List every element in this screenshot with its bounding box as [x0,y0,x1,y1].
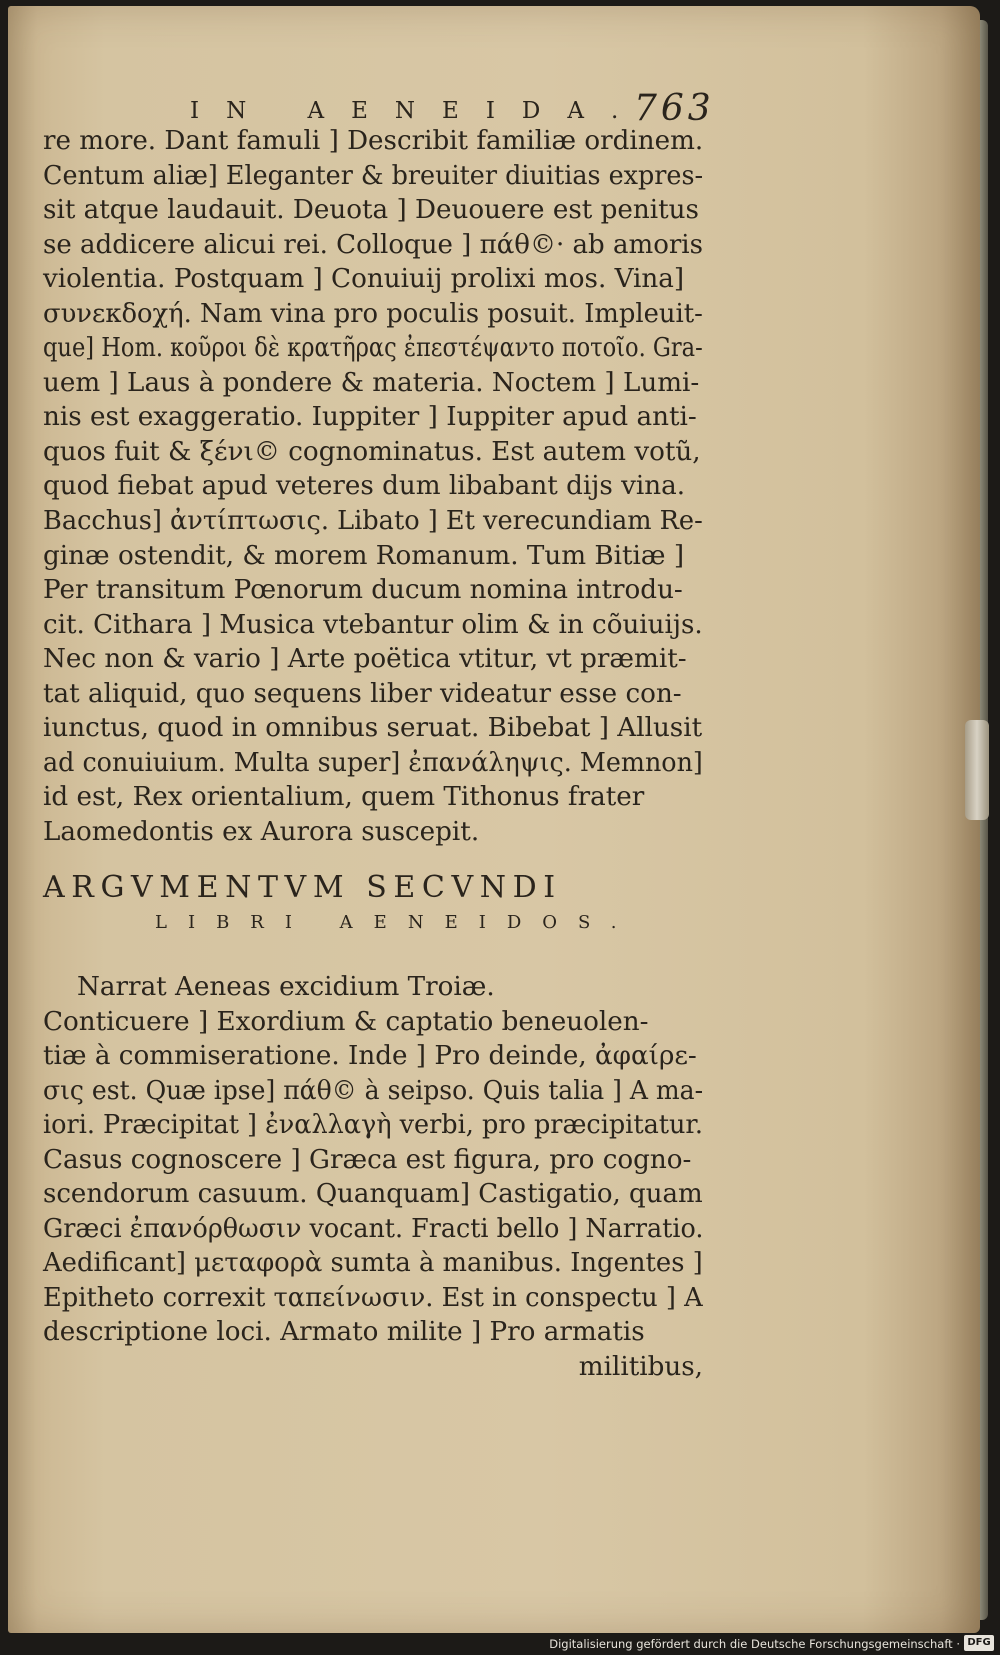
argument-lines [43,1005,703,1350]
text-line: ad conuiuium. Multa super] ἐπανάληψις. Memnon] [43,747,703,778]
text-line: tiæ à commiseratione. Inde ] Pro deinde, ἀφαίρε- [43,1041,697,1072]
text-line: Aedificant] μεταφορὰ sumta à manibus. Ingentes ] [43,1248,703,1279]
text-line: Centum aliæ] Eleganter & breuiter diuitias expres- [43,160,704,191]
text-line: quod fiebat apud veteres dum libabant dijs vina. [43,471,686,502]
catchword: militibus, [578,1352,703,1383]
dfg-logo: DFG [964,1635,994,1651]
text-line: tat aliquid, quo sequens liber videatur esse con- [43,678,682,709]
text-line: iunctus, quod in omnibus seruat. Bibebat ] Allusit [43,713,703,744]
text-line: violentia. Postquam ] Conuiuij prolixi mos. Vina] [43,264,685,295]
text-line: ginæ ostendit, & morem Romanum. Tum Bitiæ ] [43,540,685,571]
text-line: Casus cognoscere ] Græca est figura, pro cogno- [43,1144,692,1175]
page-number: 763 [634,88,715,129]
text-line: iori. Præcipitat ] ἐναλλαγὴ verbi, pro præcipitatur. [43,1110,703,1141]
text-line: scendorum casuum. Quanquam] Castigatio, quam [43,1179,703,1210]
text-line: nis est exaggeratio. Iuppiter ] Iuppiter apud anti- [43,402,697,433]
text-line: quos fuit & ξένι© cognominatus. Est autem votũ, [43,436,701,467]
text-line: uem ] Laus à pondere & materia. Noctem ] Lumi- [43,367,700,398]
text-line: Epitheto correxit ταπείνωσιν. Est in conspectu ] A [43,1282,703,1313]
commentary-text [43,124,703,849]
text-line: que] Hom. κοῦροι δὲ κρατῆρας ἐπεστέψαντο ποτοῖο. Gra- [43,333,703,364]
argument-text [43,970,703,1385]
text-line: id est, Rex orientalium, quem Tithonus frater [43,782,645,813]
text-line: σις est. Quæ ipse] πάθ© à seipso. Quis talia ] A ma- [43,1075,704,1106]
text-line: Nec non & vario ] Arte poëtica vtitur, vt præmit- [43,644,687,675]
text-line: Bacchus] ἀντίπτωσις. Libato ] Et verecundiam Re- [43,506,703,537]
running-head-title: IN AENEIDA. [190,98,646,124]
section-subtitle: LIBRI AENEIDOS. [155,912,638,933]
argument-first-line: Narrat Aeneas excidium Troiæ. [77,972,495,1002]
text-line: συνεκδοχή. Nam vina pro poculis posuit. Impleuit- [43,298,703,329]
page-clip [965,720,989,820]
text-line: Conticuere ] Exordium & captatio beneuolen- [43,1006,649,1037]
text-line: re more. Dant famuli ] Describit familiæ ordinem. [43,126,704,156]
text-line: se addicere alicui rei. Colloque ] πάθ©· ab amoris [43,229,704,260]
text-line: sit atque laudauit. Deuota ] Deuouere est penitus [43,195,699,226]
text-line: Per transitum Pœnorum ducum nomina introdu- [43,575,683,606]
section-title: ARGVMENTVM SECVNDI [43,870,562,905]
text-line: Laomedontis ex Aurora suscepit. [43,816,480,847]
text-line: Græci ἐπανόρθωσιν vocant. Fracti bello ] Narratio. [43,1213,704,1244]
text-line: descriptione loci. Armato milite ] Pro armatis [43,1317,645,1348]
funding-note: Digitalisierung gefördert durch die Deutsche Forschungsgemeinschaft · [549,1637,960,1651]
text-line: cit. Cithara ] Musica vtebantur olim & in cõuiuijs. [43,609,703,640]
